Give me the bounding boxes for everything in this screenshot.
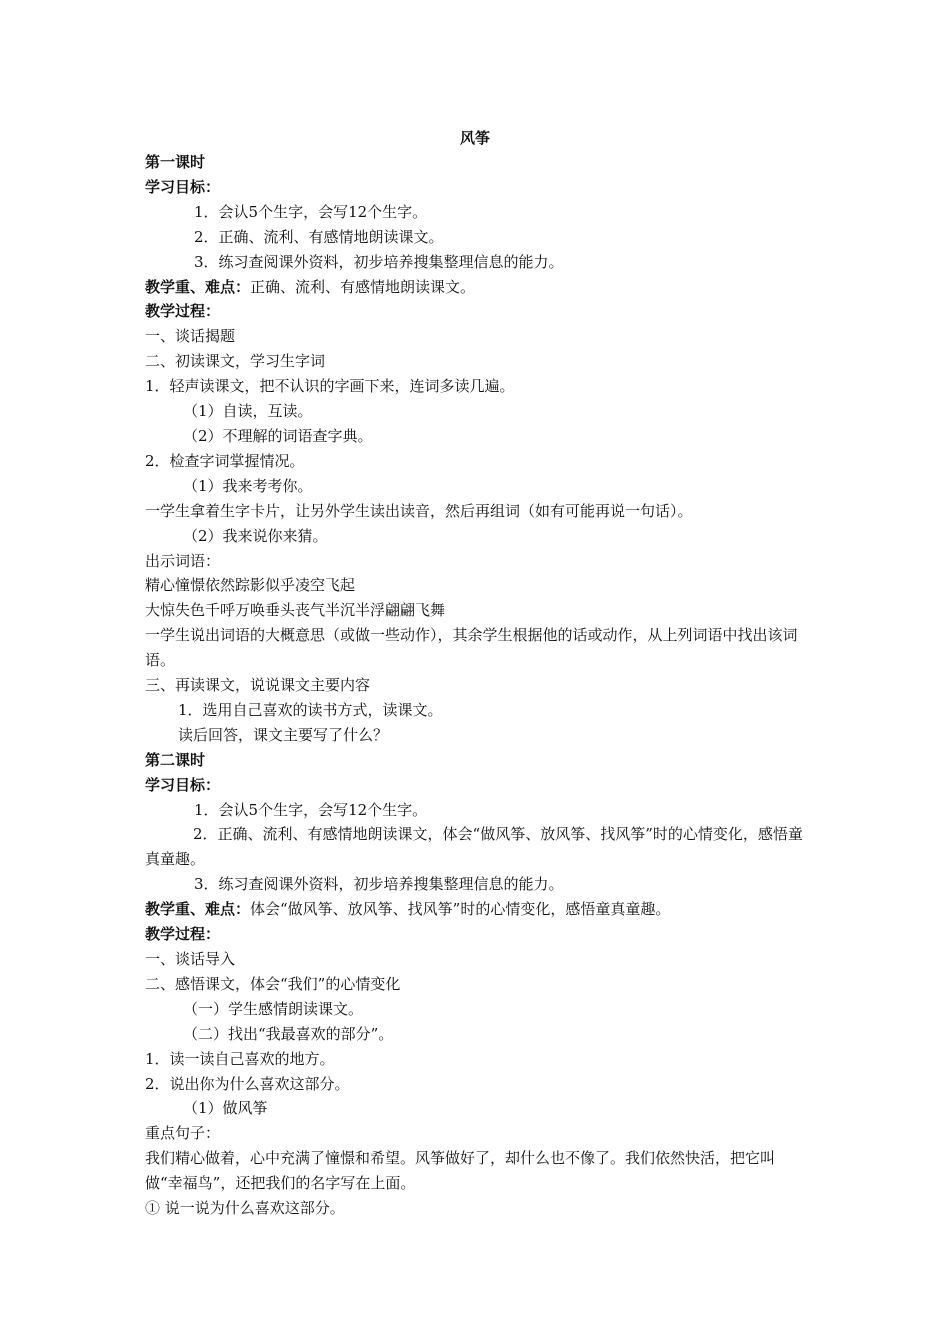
lesson1-line-12: 大惊失色千呼万唤垂头丧气半沉半浮翩翩飞舞 — [145, 601, 446, 620]
lesson2-line-10: ① 说一说为什么喜欢这部分。 — [145, 1199, 345, 1218]
lesson2-line-2: 二、感悟课文，体会“我们”的心情变化 — [145, 974, 401, 993]
lesson2-focus-label: 教学重、难点： — [145, 900, 251, 919]
lesson1-line-2: 二、初读课文，学习生字词 — [145, 352, 326, 371]
lesson2-goal-2: 2．正确、流利、有感情地朗读课文，体会“做风筝、放风筝、找风筝”时的心情变化，感悟童真童趣。 — [145, 825, 803, 869]
lesson1-line-4: （1）自读，互读。 — [183, 402, 313, 421]
lesson1-line-15: 1．选用自己喜欢的读书方式，读课文。 — [178, 700, 443, 719]
document-title: 风筝 — [459, 129, 490, 147]
lesson1-line-8: 一学生拿着生字卡片，让另外学生读出读音，然后再组词（如有可能再说一句话）。 — [145, 501, 693, 520]
lesson2-line-4: （二）找出“我最喜欢的部分”。 — [183, 1024, 394, 1043]
lesson1-line-14: 三、再读课文，说说课文主要内容 — [145, 676, 371, 695]
lesson1-line-13: 一学生说出词语的大概意思（或做一些动作），其余学生根据他的话或动作，从上列词语中找出该词语。 — [145, 626, 798, 670]
lesson2-line-1: 一、谈话导入 — [145, 950, 236, 968]
lesson2-focus — [145, 897, 810, 922]
lesson1-line-3: 1．轻声读课文，把不认识的字画下来，连词多读几遍。 — [145, 377, 515, 396]
lesson2-goal-1: 1．会认5个生字，会写12个生字。 — [194, 800, 428, 819]
lesson2-goals-label: 学习目标： — [145, 775, 221, 794]
lesson1-line-11: 精心憧憬依然踪影似乎凌空飞起 — [145, 576, 356, 595]
lesson1-line-10: 出示词语： — [145, 551, 221, 570]
lesson2-focus-text: 体会“做风筝、放风筝、找风筝”时的心情变化，感悟童真童趣。 — [250, 900, 671, 919]
lesson1-focus-label: 教学重、难点： — [145, 277, 251, 296]
lesson2-line-7: （1）做风筝 — [183, 1099, 268, 1118]
lesson2-line-9: 我们精心做着，心中充满了憧憬和希望。风筝做好了，却什么也不像了。我们依然快活，把它叫做“幸福鸟”，还把我们的名字写在上面。 — [145, 1149, 776, 1193]
lesson2-line-8: 重点句子： — [145, 1124, 221, 1143]
lesson2-process-label: 教学过程： — [145, 925, 221, 944]
lesson1-goal-1: 1．会认5个生字，会写12个生字。 — [194, 202, 428, 221]
lesson1-goal-2: 2．正确、流利、有感情地朗读课文。 — [194, 227, 444, 246]
lesson1-process-label: 教学过程： — [145, 302, 221, 321]
lesson2-line-3: （一）学生感情朗读课文。 — [183, 999, 364, 1018]
lesson1-focus — [145, 275, 810, 300]
lesson1-focus-text: 正确、流利、有感情地朗读课文。 — [250, 277, 476, 296]
lesson1-line-1: 一、谈话揭题 — [145, 327, 236, 346]
lesson2-heading: 第二课时 — [145, 750, 206, 769]
lesson1-line-5: （2）不理解的词语查字典。 — [183, 426, 373, 445]
lesson2-line-5: 1．读一读自己喜欢的地方。 — [145, 1049, 335, 1068]
lesson1-heading: 第一课时 — [145, 153, 206, 171]
lesson1-line-7: （1）我来考考你。 — [183, 476, 313, 495]
lesson1-goal-3: 3．练习查阅课外资料，初步培养搜集整理信息的能力。 — [194, 252, 564, 271]
lesson2-goal-3: 3．练习查阅课外资料，初步培养搜集整理信息的能力。 — [194, 875, 564, 894]
lesson1-goals-label: 学习目标： — [145, 177, 221, 196]
lesson1-line-16: 读后回答，课文主要写了什么？ — [178, 725, 389, 744]
lesson1-line-9: （2）我来说你来猜。 — [183, 526, 328, 545]
document-body — [145, 150, 810, 1221]
lesson2-line-6: 2．说出你为什么喜欢这部分。 — [145, 1074, 350, 1093]
lesson1-line-6: 2．检查字词掌握情况。 — [145, 451, 305, 470]
